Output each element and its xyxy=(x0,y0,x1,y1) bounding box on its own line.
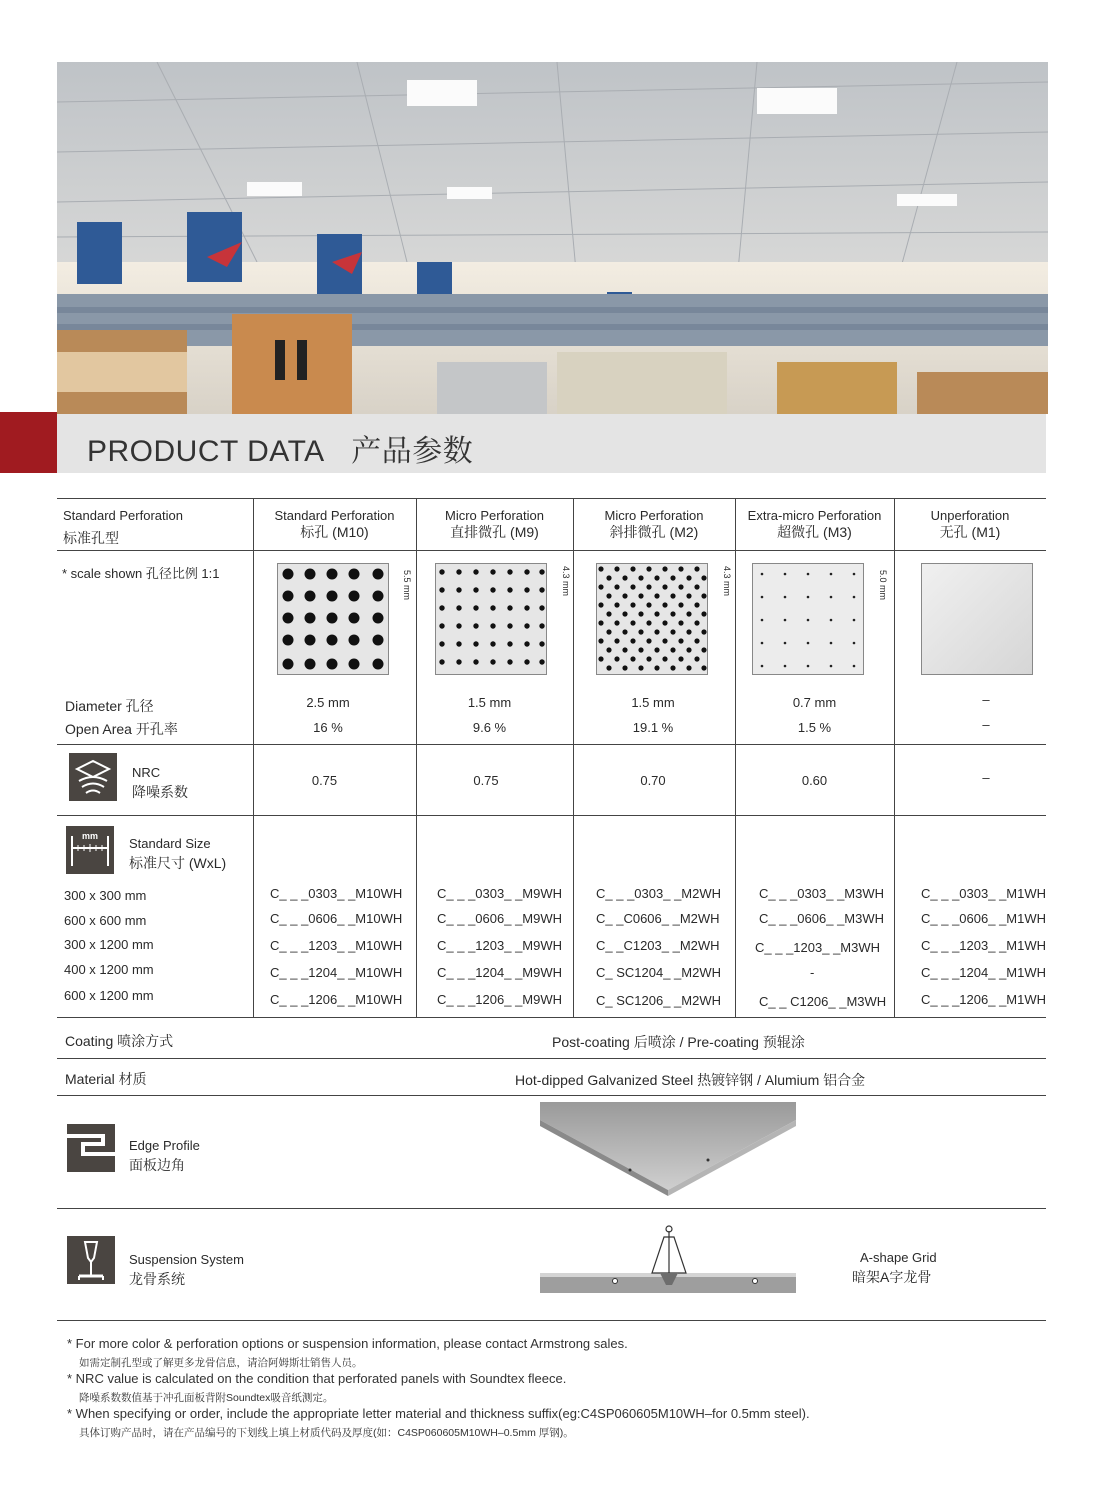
product-code: C_ _ _1203_ _M3WH xyxy=(755,940,881,955)
grid-label-en: A-shape Grid xyxy=(860,1250,937,1265)
col-divider xyxy=(416,498,417,1018)
coating-label: Coating 喷涂方式 xyxy=(65,1033,174,1049)
col-divider xyxy=(894,498,895,1018)
product-code: C_ _ C1206_ _M3WH xyxy=(759,994,887,1009)
col-cn: 斜排微孔 (M2) xyxy=(609,524,699,540)
diameter-value: 1.5 mm xyxy=(467,695,512,710)
nrc-label-cn: 降噪系数 xyxy=(132,784,188,800)
product-code: C_ _ _1206_ _M9WH xyxy=(437,992,563,1007)
nrc-label-en: NRC xyxy=(132,765,161,780)
col-divider xyxy=(735,498,736,1018)
open-area-value: 19.1 % xyxy=(632,720,674,735)
perforation-swatch-m9 xyxy=(435,563,547,675)
rule xyxy=(57,1208,1046,1209)
nrc-value: – xyxy=(982,770,990,785)
col-en: Unperforation xyxy=(930,508,1010,523)
product-code: C_ _ _1203_ _M1WH xyxy=(921,938,1047,953)
col-header-m10 xyxy=(253,508,416,540)
size-600x1200: 600 x 1200 mm xyxy=(64,988,154,1003)
suspension-icon xyxy=(67,1236,115,1284)
rule xyxy=(57,1320,1046,1321)
rule xyxy=(57,744,1046,745)
open-area-value: 16 % xyxy=(313,720,343,735)
product-code: C_ _ _1206_ _M10WH xyxy=(270,992,403,1007)
product-code: C_ _C0606_ _M2WH xyxy=(596,911,720,926)
grid-label-cn: 暗架A字龙骨 xyxy=(852,1269,932,1285)
diameter-value: – xyxy=(982,692,990,707)
edge-profile-icon xyxy=(67,1124,115,1172)
title-bar xyxy=(57,414,1046,473)
size-400x1200: 400 x 1200 mm xyxy=(64,962,154,977)
diameter-value: 2.5 mm xyxy=(306,695,350,710)
product-code: C_ SC1206_ _M2WH xyxy=(596,993,721,1008)
product-code: - xyxy=(810,965,815,980)
a-grid-drawing xyxy=(540,1225,796,1297)
open-area-value: – xyxy=(982,717,990,732)
title-en: PRODUCT DATA xyxy=(87,435,325,468)
product-code: C_ _ _1203_ _M10WH xyxy=(270,938,403,953)
product-code: C_ _ _0303_ _M9WH xyxy=(437,886,563,901)
col-cn: 超微孔 (M3) xyxy=(777,524,852,540)
edge-label-cn: 面板边角 xyxy=(129,1157,185,1173)
footnote-en: * When specifying or order, include the appropriate letter material and thickness suffix(eg:C4SP060605M10WH–for 0.5mm steel). xyxy=(67,1406,810,1421)
product-code: C_ _ _0606_ _M3WH xyxy=(759,911,885,926)
product-code: C_ _C1203_ _M2WH xyxy=(596,938,720,953)
row-header-en: Standard Perforation xyxy=(63,508,183,523)
diameter-label: Diameter 孔径 xyxy=(65,698,154,714)
product-code: C_ _ _0303_ _M10WH xyxy=(270,886,403,901)
row-header-cn: 标准孔型 xyxy=(63,530,119,546)
product-code: C_ _ _1204_ _M9WH xyxy=(437,965,563,980)
footnote-cn: 如需定制孔型或了解更多龙骨信息，请洽阿姆斯壮销售人员。 xyxy=(79,1357,363,1369)
rule xyxy=(57,1017,1046,1018)
nrc-value: 0.60 xyxy=(801,773,828,788)
product-code: C_ _ _0606_ _M9WH xyxy=(437,911,563,926)
hero-photo xyxy=(57,62,1048,414)
col-cn: 直排微孔 (M9) xyxy=(450,524,539,540)
col-cn: 标孔 (M10) xyxy=(300,524,369,540)
col-divider xyxy=(573,498,574,1018)
perforation-swatch-m2 xyxy=(596,563,708,675)
col-header-m9 xyxy=(416,508,573,540)
material-label: Material 材质 xyxy=(65,1071,147,1087)
size-label-en: Standard Size xyxy=(129,836,211,851)
diameter-value: 0.7 mm xyxy=(792,695,837,710)
col-en: Micro Perforation xyxy=(445,508,544,523)
rule xyxy=(57,1058,1046,1059)
col-en: Standard Perforation xyxy=(274,508,395,523)
dim-label: 4.3 mm xyxy=(722,566,732,597)
dim-label: 5.5 mm xyxy=(402,570,412,601)
product-code: C_ _ _1203_ _M9WH xyxy=(437,938,563,953)
col-en: Extra-micro Perforation xyxy=(747,508,882,523)
perforation-swatch-m3 xyxy=(752,563,864,675)
dim-label: 5.0 mm xyxy=(878,570,888,601)
nrc-value: 0.75 xyxy=(473,773,499,788)
size-label-cn: 标准尺寸 (WxL) xyxy=(129,855,227,871)
size-300x300: 300 x 300 mm xyxy=(64,888,147,903)
product-code: C_ _ _1204_ _M10WH xyxy=(270,965,403,980)
col-header-m1 xyxy=(894,508,1046,540)
col-header-m2 xyxy=(573,508,735,540)
nrc-icon xyxy=(69,753,117,801)
open-area-label: Open Area 开孔率 xyxy=(65,721,178,737)
nrc-value: 0.75 xyxy=(311,773,338,788)
rule xyxy=(57,1095,1046,1096)
mm-icon-text: mm xyxy=(81,831,98,841)
rule xyxy=(57,815,1046,816)
product-code: C_ _ _0606_ _M10WH xyxy=(270,911,403,926)
size-300x1200: 300 x 1200 mm xyxy=(64,937,154,952)
rule xyxy=(57,550,1046,551)
page-title xyxy=(87,426,473,470)
dim-label: 4.3 mm xyxy=(561,566,571,597)
product-code: C_ _ _1204_ _M1WH xyxy=(921,965,1047,980)
col-header-m3 xyxy=(735,508,894,540)
footnote-en: * NRC value is calculated on the condition that perforated panels with Soundtex fleece. xyxy=(67,1371,567,1386)
product-code: C_ _ _0303_ _M2WH xyxy=(596,886,722,901)
col-cn: 无孔 (M1) xyxy=(939,524,1001,540)
diameter-value: 1.5 mm xyxy=(631,695,675,710)
susp-label-en: Suspension System xyxy=(129,1252,244,1267)
col-en: Micro Perforation xyxy=(604,508,704,523)
size-600x600: 600 x 600 mm xyxy=(64,913,147,928)
footnote-cn: 降噪系数数值基于冲孔面板背附Soundtex吸音纸测定。 xyxy=(79,1392,334,1404)
footnote-en: * For more color & perforation options or suspension information, please contact Armstrong sales. xyxy=(67,1336,628,1351)
product-code: C_ _ _1206_ _M1WH xyxy=(921,992,1047,1007)
susp-label-cn: 龙骨系统 xyxy=(129,1271,185,1287)
edge-label-en: Edge Profile xyxy=(129,1138,200,1153)
product-code: C_ _ _0303_ _M1WH xyxy=(921,886,1047,901)
open-area-value: 1.5 % xyxy=(797,720,832,735)
unperforated-swatch-m1 xyxy=(921,563,1033,675)
product-code: C_ SC1204_ _M2WH xyxy=(596,965,721,980)
col-divider xyxy=(253,498,254,1018)
material-value: Hot-dipped Galvanized Steel 热镀锌钢 / Alumium 铝合金 xyxy=(515,1072,866,1088)
product-code: C_ _ _0606_ _M1WH xyxy=(921,911,1047,926)
rule xyxy=(57,498,1046,499)
title-cn: 产品参数 xyxy=(351,435,474,468)
scale-note: * scale shown 孔径比例 1:1 xyxy=(62,566,220,581)
coating-value: Post-coating 后喷涂 / Pre-coating 预辊涂 xyxy=(552,1034,805,1050)
accent-bar xyxy=(0,412,57,473)
nrc-value: 0.70 xyxy=(640,773,666,788)
edge-profile-drawing xyxy=(538,1100,798,1196)
open-area-value: 9.6 % xyxy=(472,720,507,735)
perforation-swatch-m10 xyxy=(277,563,389,675)
ruler-icon xyxy=(66,826,114,874)
product-code: C_ _ _0303_ _M3WH xyxy=(759,886,885,901)
footnote-cn: 具体订购产品时，请在产品编号的下划线上填上材质代码及厚度(如：C4SP060605M10WH–0.5mm 厚钢)。 xyxy=(79,1427,574,1439)
